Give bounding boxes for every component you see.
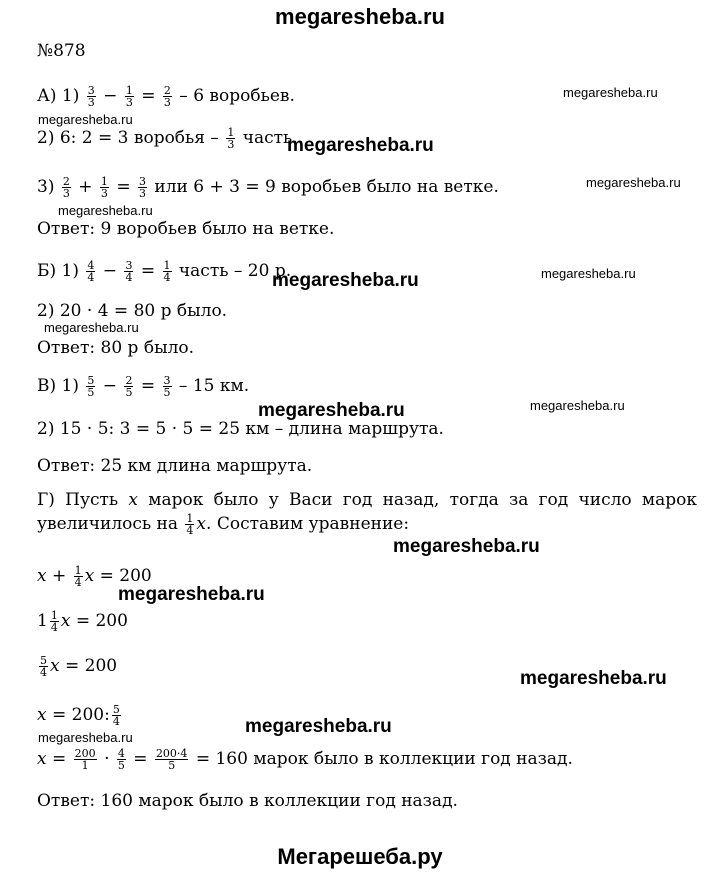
operator: − [103,86,118,106]
whole-part: 1 [37,611,48,631]
numerator: 4 [87,259,95,272]
numerator: 5 [40,654,47,667]
watermark: megaresheba.ru [44,320,139,335]
step-text: часть – 20 р. [178,261,292,281]
watermark: megaresheba.ru [530,398,625,413]
operator: · [104,749,110,769]
denominator: 3 [62,187,70,200]
denominator: 4 [74,576,82,589]
equation-rhs: = 200 [65,656,118,676]
intro-text: . Составим уравнение: [206,514,410,534]
fraction [39,655,48,678]
site-brand-footer[interactable]: Мегарешеба.ру [277,844,443,869]
step-prefix: Б) 1) [37,261,79,281]
fraction [163,260,172,283]
equation-5 [37,748,573,771]
watermark: megaresheba.ru [563,85,658,100]
numerator: 1 [125,84,133,97]
denominator: 4 [50,621,58,634]
part-a-step-2 [37,127,298,150]
part-a-answer: Ответ: 9 воробьев было на ветке. [37,219,335,239]
watermark: megaresheba.ru [287,135,434,156]
denominator: 4 [112,715,120,728]
fraction [112,704,121,727]
numerator: 2 [62,175,70,188]
denominator: 3 [125,96,133,109]
intro-text: марок было у Васи год назад, тогда за год число марок увеличилось на [37,490,697,534]
part-a-step-1 [37,85,295,108]
equation-mid: = 200: [52,705,110,725]
denominator: 3 [163,96,171,109]
numerator: 3 [125,259,133,272]
numerator: 5 [87,374,95,387]
equation-rhs: = 200 [75,611,128,631]
equals-sign: = [133,749,148,769]
fraction [62,176,71,199]
site-brand-header[interactable]: megaresheba.ru [275,4,445,29]
watermark: megaresheba.ru [38,112,133,127]
denominator: 5 [87,386,95,399]
equation-3 [37,655,117,678]
step-text: – 6 воробьев. [179,86,295,106]
equation-rhs: = 200 [99,566,152,586]
watermark: megaresheba.ru [38,730,133,745]
denominator: 5 [168,759,176,772]
numerator: 3 [163,374,171,387]
part-v-step-1 [37,375,249,398]
step-text: или 6 + 3 = 9 воробьев было на ветке. [154,177,499,197]
fraction [163,375,172,398]
variable-x: x [196,514,207,534]
numerator: 2 [125,374,133,387]
fraction [86,375,95,398]
numerator: 1 [186,512,194,525]
watermark: megaresheba.ru [245,716,392,737]
numerator: 1 [50,609,58,622]
numerator: 200·4 [155,747,188,760]
denominator: 4 [87,271,95,284]
part-g-answer: Ответ: 160 марок было в коллекции год назад. [37,791,458,811]
denominator: 4 [125,271,133,284]
denominator: 4 [40,666,47,679]
denominator: 5 [163,386,171,399]
numerator: 1 [227,126,235,139]
denominator: 5 [125,386,133,399]
task-number: №878 [37,41,86,61]
equals-sign: = [140,376,156,396]
variable-x: x [128,490,139,510]
step-text: часть. [242,128,298,148]
numerator: 1 [163,259,171,272]
equation-2 [37,610,128,633]
numerator: 200 [74,747,96,760]
fraction [74,748,97,771]
denominator: 4 [186,524,194,537]
fraction [163,85,172,108]
watermark: megaresheba.ru [541,266,636,281]
variable-x: x [37,749,47,769]
denominator: 3 [138,187,146,200]
fraction [87,85,96,108]
intro-text: Г) Пусть [37,490,119,510]
variable-x: x [50,656,60,676]
fraction [124,375,133,398]
variable-x: x [60,611,71,631]
fraction [226,127,235,150]
numerator: 1 [100,175,108,188]
step-text: 2) 6: 2 = 3 воробья – [37,128,219,148]
equals-sign: = [141,86,156,106]
part-v-answer: Ответ: 25 км длина маршрута. [37,456,313,476]
denominator: 3 [100,187,108,200]
step-text: – 15 км. [178,376,250,396]
part-b-step-1 [37,260,291,283]
part-g-intro [37,488,697,536]
denominator: 1 [81,759,89,772]
part-v-step-2: 2) 15 · 5: 3 = 5 · 5 = 25 км – длина маршрута. [37,419,444,439]
variable-x: x [84,566,95,586]
denominator: 4 [163,271,171,284]
watermark: megaresheba.ru [586,175,681,190]
operator: − [102,261,118,281]
variable-x: x [37,705,47,725]
watermark: megaresheba.ru [393,536,540,557]
operator: − [102,376,118,396]
fraction [124,260,133,283]
part-b-answer: Ответ: 80 р было. [37,338,195,358]
step-text: = 160 марок было в коллекции год назад. [195,749,573,769]
numerator: 4 [117,747,125,760]
fraction [50,610,59,633]
part-b-step-2: 2) 20 · 4 = 80 р было. [37,301,228,321]
equals-sign: = [52,749,67,769]
watermark: megaresheba.ru [520,668,667,689]
numerator: 3 [87,84,95,97]
fraction [155,748,189,771]
part-a-step-3 [37,176,499,199]
numerator: 2 [163,84,171,97]
denominator: 5 [117,759,125,772]
watermark: megaresheba.ru [58,203,153,218]
equation-4 [37,704,123,727]
fraction [138,176,147,199]
fraction [117,748,126,771]
numerator: 5 [112,703,120,716]
operator: + [78,177,93,197]
watermark: megaresheba.ru [258,400,405,421]
watermark: megaresheba.ru [272,270,419,291]
variable-x: x [37,566,47,586]
denominator: 3 [87,96,95,109]
equals-sign: = [116,177,131,197]
equals-sign: = [140,261,156,281]
step-prefix: А) 1) [37,86,80,106]
denominator: 3 [227,138,235,151]
numerator: 1 [74,564,82,577]
numerator: 3 [138,175,146,188]
fraction [125,85,134,108]
fraction [86,260,95,283]
operator: + [52,566,67,586]
step-prefix: 3) [37,177,55,197]
fraction [185,513,194,536]
fraction [74,565,83,588]
step-prefix: В) 1) [37,376,79,396]
fraction [100,176,109,199]
watermark: megaresheba.ru [118,584,265,605]
